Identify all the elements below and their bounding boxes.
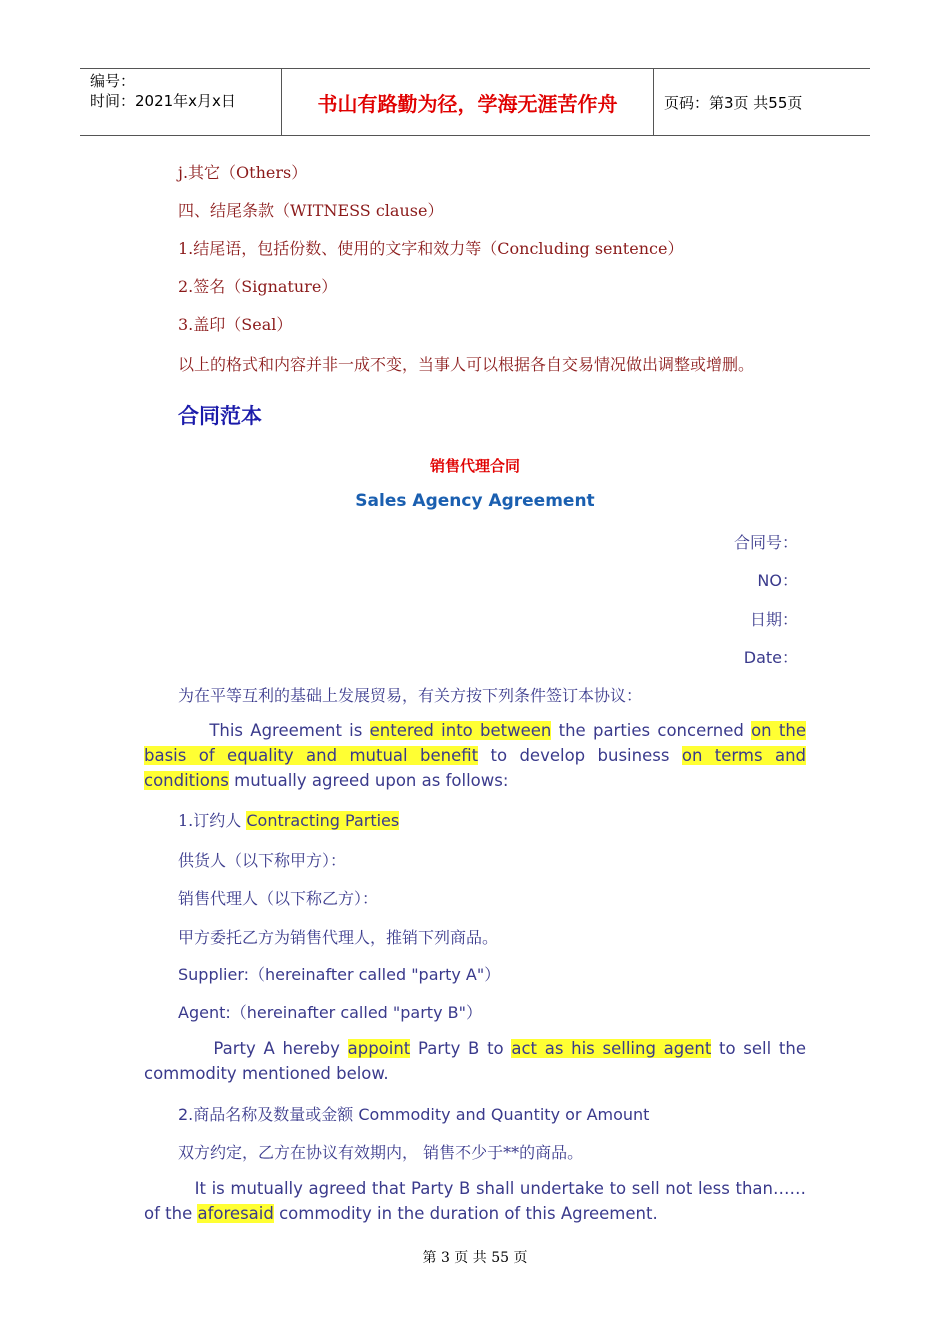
number-label: 编号：	[90, 72, 136, 90]
text: to develop business	[478, 746, 682, 765]
highlight: act as his selling agent	[511, 1039, 712, 1058]
outline-note: 以上的格式和内容并非一成不变，当事人可以根据各自交易情况做出调整或增删。	[178, 355, 755, 374]
agent-en: Agent:（hereinafter called "party B"）	[178, 1003, 482, 1022]
text: This Agreement is	[209, 721, 370, 740]
highlight: on the	[751, 721, 806, 740]
clause2-en-line-2	[144, 1204, 658, 1223]
contract-title-en: Sales Agency Agreement	[355, 491, 595, 511]
text: the parties concerned	[551, 721, 752, 740]
text: It is mutually agreed that Party B shall undertake to sell not less than……	[194, 1179, 806, 1198]
preamble-cn: 为在平等互利的基础上发展贸易，有关方按下列条件签订本协议：	[178, 686, 643, 705]
preamble-en	[144, 718, 806, 793]
highlight: appoint	[347, 1039, 411, 1058]
preamble-en-line-2	[144, 743, 806, 768]
date-en: Date：	[743, 648, 798, 667]
text: of the	[144, 1204, 198, 1223]
outline-item-3: 3.盖印（Seal）	[178, 315, 293, 334]
supplier-en: Supplier:（hereinafter called "party A"）	[178, 965, 501, 984]
time-label: 时间：2021年x月x日	[90, 92, 236, 110]
clause-number: 1.订约人	[178, 811, 247, 830]
highlight: aforesaid	[197, 1204, 274, 1223]
outline-item-1: 1.结尾语，包括份数、使用的文字和效力等（Concluding sentence）	[178, 239, 684, 258]
clause2-cn: 双方约定，乙方在协议有效期内， 销售不少于**的商品。	[178, 1143, 584, 1162]
header-motto: 书山有路勤为径，学海无涯苦作舟	[281, 69, 654, 135]
appoint-paragraph	[144, 1036, 806, 1086]
agent-cn: 销售代理人（以下称乙方）：	[178, 889, 379, 908]
outline-section-4: 四、结尾条款（WITNESS clause）	[178, 201, 444, 220]
text: mutually agreed upon as follows:	[228, 771, 509, 790]
page-footer: 第 3 页 共 55 页	[422, 1250, 528, 1266]
highlight: on terms and	[681, 746, 806, 765]
contract-no-cn: 合同号：	[733, 533, 798, 552]
appoint-line-1	[144, 1036, 806, 1061]
header-page-info: 页码：第3页 共55页	[664, 93, 803, 112]
text: Party A hereby	[213, 1039, 348, 1058]
preamble-en-line-1	[144, 718, 806, 743]
outline-item-j: j.其它（Others）	[178, 163, 308, 182]
clause1-title	[178, 808, 399, 831]
highlight: conditions	[144, 771, 229, 790]
sample-heading: 合同范本	[178, 403, 262, 428]
clause2-title: 2.商品名称及数量或金额 Commodity and Quantity or Amount	[178, 1105, 650, 1124]
text: Party B to	[410, 1039, 512, 1058]
clause2-en	[144, 1176, 806, 1226]
page-header	[80, 68, 870, 136]
highlight: basis of equality and mutual benefit	[144, 746, 479, 765]
supplier-cn: 供货人（以下称甲方）：	[178, 851, 347, 870]
text: to sell the	[711, 1039, 807, 1058]
highlight: Contracting Parties	[246, 811, 400, 830]
date-cn: 日期：	[749, 610, 798, 629]
clause2-en-line-1	[144, 1176, 806, 1201]
entrust-cn: 甲方委托乙方为销售代理人，推销下列商品。	[178, 928, 499, 947]
contract-title-cn: 销售代理合同	[429, 457, 520, 475]
appoint-line-2: commodity mentioned below.	[144, 1064, 389, 1083]
outline-item-2: 2.签名（Signature）	[178, 277, 338, 296]
highlight: entered into between	[369, 721, 552, 740]
contract-no-en: NO：	[757, 571, 798, 590]
preamble-en-line-3	[144, 771, 508, 790]
header-meta	[80, 69, 281, 135]
text: commodity in the duration of this Agreement.	[273, 1204, 658, 1223]
